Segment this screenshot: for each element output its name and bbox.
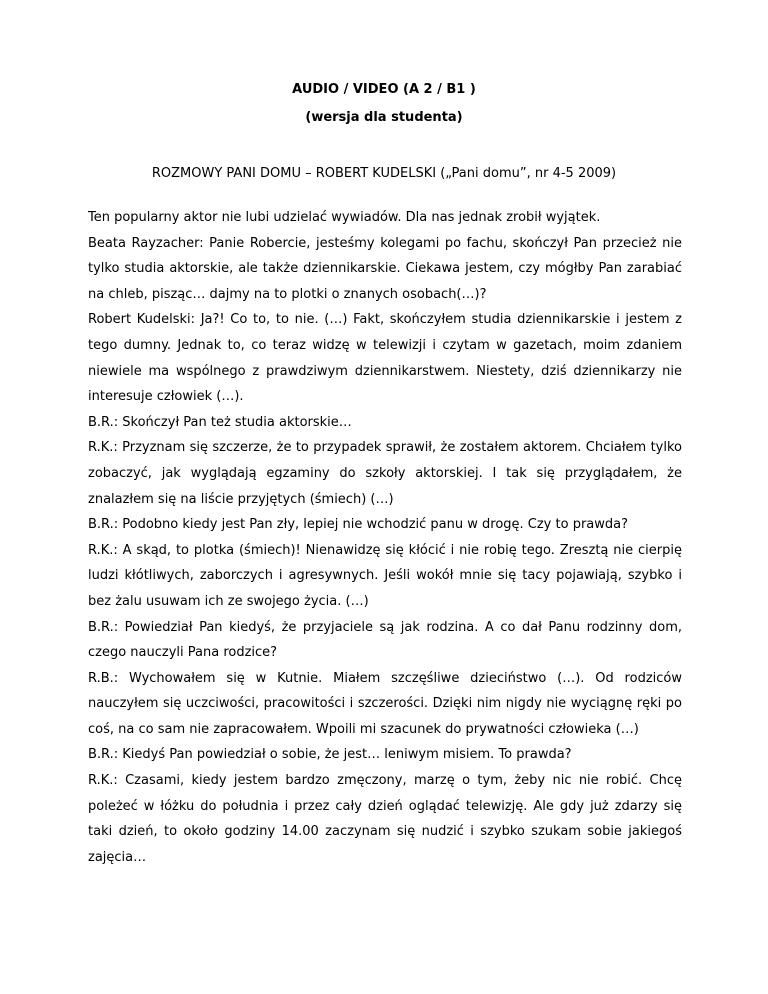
interview-paragraph: R.K.: A skąd, to plotka (śmiech)! Nienawidzę się kłócić i nie robię tego. Zresztą nie cierpię ludzi kłótliwych, zaborczych i agresywnych. Jeśli wokół mnie się tacy pojawiają, szybko i bez żalu usuwam ich ze swojego życia. (…) xyxy=(88,542,682,609)
interview-body xyxy=(88,205,682,870)
intro-paragraph: Ten popularny aktor nie lubi udzielać wywiadów. Dla nas jednak zrobił wyjątek. xyxy=(88,210,601,225)
interview-paragraph: R.B.: Wychowałem się w Kutnie. Miałem szczęśliwe dzieciństwo (…). Od rodziców nauczyłem się uczciwości, pracowitości i szczerości. Dzięki nim nigdy nie wyciągnę ręki po coś, na co sam nie zapracowałem. Wpoili mi szacunek do prywatności człowieka (…) xyxy=(88,670,682,737)
interview-paragraph: B.R.: Powiedział Pan kiedyś, że przyjaciele są jak rodzina. A co dał Panu rodzinny dom, czego nauczyli Pana rodzice? xyxy=(88,619,682,661)
interview-paragraph: B.R.: Podobno kiedy jest Pan zły, lepiej nie wchodzić panu w drogę. Czy to prawda? xyxy=(88,517,629,533)
document-subtitle: (wersja dla studenta) xyxy=(305,110,463,125)
interview-paragraph: R.K.: Czasami, kiedy jestem bardzo zmęczony, marzę o tym, żeby nic nie robić. Chcę poleżeć w łóżku do południa i przez cały dzień oglądać telewizję. Ale gdy już zdarzy się taki dzień, to około godziny 14.00 zaczynam się nudzić i szybko szukam sobie jakiegoś zajęcia… xyxy=(88,773,682,865)
interview-paragraph: B.R.: Skończył Pan też studia aktorskie… xyxy=(88,414,352,430)
document-title: AUDIO / VIDEO (A 2 / B1 ) xyxy=(292,82,476,97)
source-line: ROZMOWY PANI DOMU – ROBERT KUDELSKI („Pani domu”, nr 4-5 2009) xyxy=(151,166,617,181)
interview-paragraph: B.R.: Kiedyś Pan powiedział o sobie, że jest… leniwym misiem. To prawda? xyxy=(88,747,572,763)
interview-paragraph: Beata Rayzacher: Panie Robercie, jesteśmy kolegami po fachu, skończył Pan przecież nie tylko studia aktorskie, ale także dziennikarskie. Ciekawa jestem, czy mógłby Pan zarabiać na chleb, pisząc… dajmy na to plotki o znanych osobach(…)? xyxy=(88,235,682,302)
interview-paragraph: Robert Kudelski: Ja?! Co to, to nie. (…) Fakt, skończyłem studia dziennikarskie i jestem z tego dumny. Jednak to, co teraz widzę w telewizji i czytam w gazetach, moim zdaniem niewiele ma wspólnego z prawdziwym dziennikarstwem. Niestety, dziś dziennikarzy nie interesuje człowiek (…). xyxy=(88,312,682,405)
interview-paragraph: R.K.: Przyznam się szczerze, że to przypadek sprawił, że zostałem aktorem. Chciałem tylko zobaczyć, jak wyglądają egzaminy do szkoły aktorskiej. I tak się przyglądałem, że znalazłem się na liście przyjętych (śmiech) (…) xyxy=(88,440,682,507)
